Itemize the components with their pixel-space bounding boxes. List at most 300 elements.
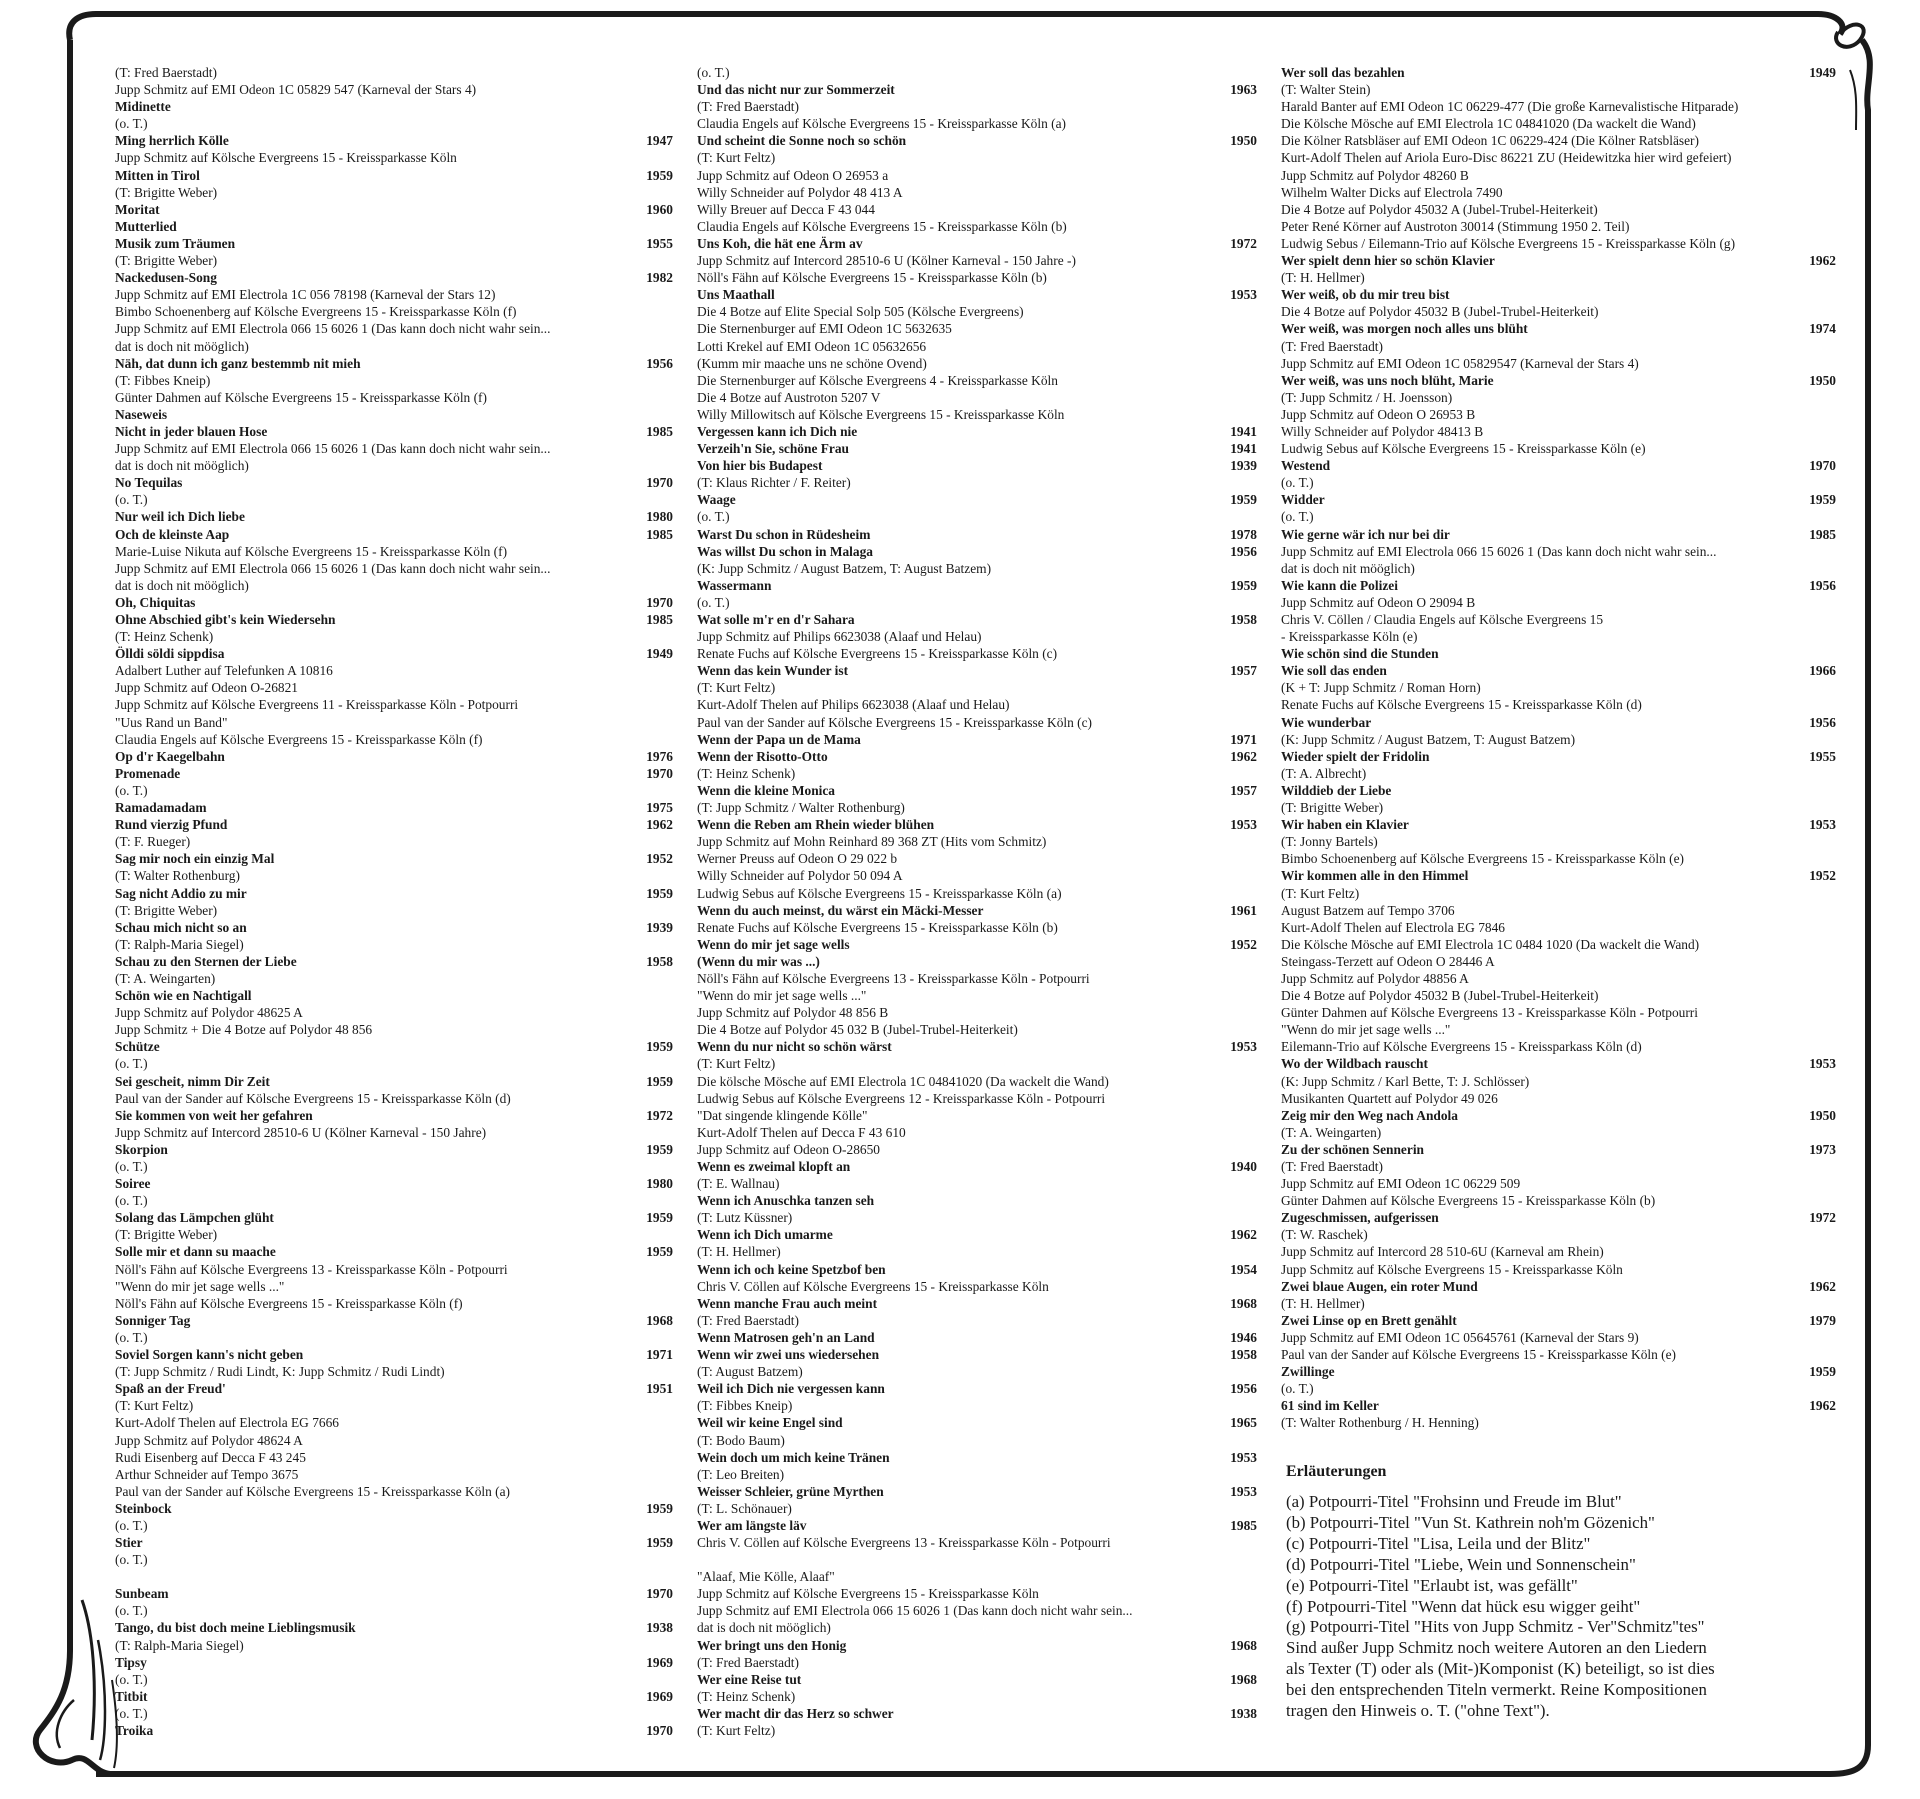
column-3 [1281, 64, 1836, 1432]
song-entry [1281, 64, 1836, 252]
song-entry [697, 1380, 1257, 1414]
song-entry [115, 953, 673, 987]
song-title: Wer weiß, ob du mir treu bist [1281, 287, 1450, 303]
song-title: Warst Du schon in Rüdesheim [697, 526, 871, 542]
song-title: Schau mich nicht so an [115, 919, 247, 935]
song-detail: Kurt-Adolf Thelen auf Electrola EG 7666 [115, 1415, 339, 1431]
song-detail: Jupp Schmitz auf Polydor 48856 A [1281, 970, 1469, 986]
song-detail: Chris V. Cöllen auf Kölsche Evergreens 13 - Kreissparkasse Köln - Potpourri [697, 1535, 1111, 1551]
song-detail: (T: Kurt Feltz) [697, 680, 776, 696]
song-year: 1974 [1809, 321, 1836, 337]
song-entry [697, 1671, 1257, 1705]
song-detail: Adalbert Luther auf Telefunken A 10816 [115, 663, 333, 679]
song-detail: "Alaaf, Mie Kölle, Alaaf" [697, 1569, 835, 1585]
song-year: 1968 [646, 1312, 673, 1328]
song-entry [697, 782, 1257, 816]
song-title: Wenn Matrosen geh'n an Land [697, 1329, 875, 1345]
song-entry [1281, 645, 1836, 662]
song-detail: Nöll's Fähn auf Kölsche Evergreens 13 - Kreissparkasse Köln - Potpourri [115, 1261, 508, 1277]
song-detail: (o. T.) [697, 65, 730, 80]
song-detail: Ludwig Sebus auf Kölsche Evergreens 15 - Kreissparkasse Köln (a) [697, 885, 1062, 901]
song-year: 1959 [646, 885, 673, 901]
song-detail: dat is doch nit mööglich) [115, 577, 249, 593]
song-detail: Paul van der Sander auf Kölsche Evergreens 15 - Kreissparkasse Köln (e) [1281, 1347, 1677, 1363]
song-year: 1959 [646, 1039, 673, 1055]
song-detail: (T: Fred Baerstadt) [697, 1654, 799, 1670]
song-entry [697, 423, 1257, 440]
song-title: Und das nicht nur zur Sommerzeit [697, 82, 895, 98]
song-entry [697, 440, 1257, 457]
song-title: Von hier bis Budapest [697, 458, 823, 474]
song-entry [115, 167, 673, 201]
song-detail: Die Sternenburger auf Kölsche Evergreens 4 - Kreissparkasse Köln [697, 372, 1058, 388]
song-detail: Peter René Körner auf Austroton 30014 (Stimmung 1950 2. Teil) [1281, 218, 1630, 234]
song-detail: (o. T.) [115, 1705, 148, 1721]
song-detail: Jupp Schmitz auf EMI Odeon 1C 05645761 (Karneval der Stars 9) [1281, 1329, 1639, 1345]
song-detail: Jupp Schmitz auf Intercord 28510-6 U (Kölner Karneval - 150 Jahre) [115, 1124, 487, 1140]
song-title: Stier [115, 1535, 143, 1551]
song-detail: Jupp Schmitz auf EMI Odeon 1C 05829 547 (Karneval der Stars 4) [115, 82, 477, 98]
song-detail: Die Kölner Ratsbläser auf EMI Odeon 1C 06229-424 (Die Kölner Ratsbläser) [1281, 133, 1699, 149]
song-entry [115, 1209, 673, 1243]
song-title: Sag mir noch ein einzig Mal [115, 851, 275, 867]
song-detail: (T: Bodo Baum) [697, 1432, 785, 1448]
song-year: 1958 [1230, 612, 1257, 627]
song-title: Zwillinge [1281, 1364, 1335, 1380]
song-entry [697, 81, 1257, 132]
song-entry [115, 885, 673, 919]
song-entry [115, 611, 673, 645]
song-entry [1281, 372, 1836, 457]
song-entry [115, 98, 673, 132]
song-detail: Jupp Schmitz auf Mohn Reinhard 89 368 ZT (Hits vom Schmitz) [697, 834, 1047, 850]
song-year: 1985 [1809, 526, 1836, 542]
song-detail: Steingass-Terzett auf Odeon O 28446 A [1281, 953, 1495, 969]
song-title: Wenn die Reben am Rhein wieder blühen [697, 817, 935, 833]
song-entry [1281, 252, 1836, 286]
song-detail: (o. T.) [115, 492, 148, 508]
song-entry [1281, 1141, 1836, 1209]
song-detail: (T: Walter Stein) [1281, 82, 1371, 98]
song-year: 1966 [1809, 663, 1836, 679]
song-year: 1959 [646, 1141, 673, 1157]
song-year: 1939 [1230, 458, 1257, 474]
song-detail: Die Kölsche Mösche auf EMI Electrola 1C 04841020 (Da wackelt die Wand) [1281, 116, 1696, 132]
song-detail: Jupp Schmitz auf Odeon O 26953 B [1281, 406, 1476, 422]
song-entry [115, 816, 673, 850]
song-year: 1972 [1230, 235, 1257, 251]
song-year: 1982 [646, 270, 673, 286]
song-detail: "Wenn do mir jet sage wells ..." [697, 988, 867, 1004]
song-title: Soviel Sorgen kann's nicht geben [115, 1347, 304, 1363]
song-entry [1281, 782, 1836, 816]
song-detail: Claudia Engels auf Kölsche Evergreens 15 - Kreissparkasse Köln (b) [697, 218, 1067, 234]
song-title: Mitten in Tirol [115, 167, 200, 183]
song-year: 1985 [1230, 1517, 1257, 1533]
song-detail: (o. T.) [1281, 509, 1314, 525]
song-detail: Wilhelm Walter Dicks auf Electrola 7490 [1281, 184, 1503, 200]
song-detail: Bimbo Schoenenberg auf Kölsche Evergreens 15 - Kreissparkasse Köln (f) [115, 304, 517, 320]
song-entry [1281, 286, 1836, 320]
song-year: 1956 [646, 355, 673, 371]
song-title: Steinbock [115, 1500, 172, 1516]
song-title: Wenn manche Frau auch meint [697, 1295, 878, 1311]
note-line: (e) Potpourri-Titel "Erlaubt ist, was gefällt" [1286, 1575, 1578, 1595]
song-title: Ohne Abschied gibt's kein Wiedersehn [115, 612, 336, 627]
song-title: Soiree [115, 1176, 151, 1192]
song-entry [1281, 816, 1836, 867]
song-entry [115, 1688, 673, 1722]
song-year: 1970 [1809, 458, 1836, 474]
song-detail: (Wenn du mir was ...) [697, 953, 820, 969]
song-entry [115, 748, 673, 765]
note-line: (b) Potpourri-Titel "Vun St. Kathrein noh'm Gözenich" [1286, 1512, 1655, 1532]
song-year: 1952 [1230, 936, 1257, 952]
song-year: 1957 [1230, 663, 1257, 679]
song-detail: Jupp Schmitz auf EMI Electrola 066 15 6026 1 (Das kann doch nicht wahr sein... [1281, 543, 1717, 559]
song-year: 1951 [646, 1381, 673, 1397]
song-entry [1281, 491, 1836, 525]
song-year: 1952 [646, 851, 673, 867]
song-detail: Jupp Schmitz auf EMI Electrola 066 15 6026 1 (Das kann doch nicht wahr sein... [697, 1603, 1133, 1619]
song-entry [1281, 526, 1836, 577]
song-entry [697, 491, 1257, 525]
song-detail: (T: L. Schönauer) [697, 1500, 792, 1516]
song-year: 1947 [646, 133, 673, 149]
song-title: Sag nicht Addio zu mir [115, 885, 247, 901]
song-detail: (T: Brigitte Weber) [115, 253, 218, 269]
song-year: 1950 [1809, 1107, 1836, 1123]
song-title: Wenn ich Anuschka tanzen seh [697, 1193, 875, 1209]
song-entry [697, 543, 1257, 577]
song-detail: Jupp Schmitz auf Odeon O-28650 [697, 1141, 880, 1157]
song-detail: Willy Schneider auf Polydor 48413 B [1281, 423, 1484, 439]
song-title: Wer bringt uns den Honig [697, 1637, 847, 1653]
song-detail: (T: Walter Rothenburg) [115, 868, 240, 884]
song-entry [115, 235, 673, 269]
song-title: Wenn die kleine Monica [697, 782, 836, 798]
song-detail: (T: Kurt Feltz) [697, 1056, 776, 1072]
song-year: 1939 [646, 919, 673, 935]
song-title: Titbit [115, 1688, 148, 1704]
song-detail: Die kölsche Mösche auf EMI Electrola 1C 04841020 (Da wackelt die Wand) [697, 1073, 1109, 1089]
song-detail: Werner Preuss auf Odeon O 29 022 b [697, 851, 898, 867]
song-entry [1281, 714, 1836, 748]
song-year: 1980 [646, 509, 673, 525]
song-title: Och de kleinste Aap [115, 526, 230, 542]
song-year: 1959 [1230, 577, 1257, 593]
song-detail: (o. T.) [115, 1193, 148, 1209]
song-entry [697, 611, 1257, 662]
song-detail: Jupp Schmitz auf Odeon O-26821 [115, 680, 298, 696]
song-detail: (T: Heinz Schenk) [115, 629, 214, 645]
column-1 [115, 64, 673, 1739]
song-title: Spaß an der Freud' [115, 1381, 226, 1397]
song-title: Sei gescheit, nimm Dir Zeit [115, 1073, 270, 1089]
song-detail: Jupp Schmitz auf Intercord 28510-6 U (Kölner Karneval - 150 Jahre -) [697, 253, 1076, 269]
song-detail: Jupp Schmitz auf Kölsche Evergreens 15 - Kreissparkasse Köln [1281, 1261, 1623, 1277]
song-detail: Jupp Schmitz auf Intercord 28 510-6U (Karneval am Rhein) [1281, 1244, 1604, 1260]
song-detail: (Kumm mir maache uns ne schöne Ovend) [697, 355, 927, 371]
song-detail: Kurt-Adolf Thelen auf Ariola Euro-Disc 86221 ZU (Heidewitzka hier wird gefeiert) [1281, 150, 1732, 166]
song-detail: (K: Jupp Schmitz / August Batzem, T: August Batzem) [697, 560, 992, 576]
song-detail: "Wenn do mir jet sage wells ..." [115, 1278, 285, 1294]
song-detail: Rudi Eisenberg auf Decca F 43 245 [115, 1449, 306, 1465]
song-detail: (T: Ralph-Maria Siegel) [115, 936, 244, 952]
song-entry [697, 731, 1257, 748]
song-title: Naseweis [115, 406, 168, 422]
song-entry [115, 645, 673, 748]
song-detail: Die 4 Botze auf Polydor 45032 B (Jubel-Trubel-Heiterkeit) [1281, 304, 1599, 320]
song-detail: Die 4 Botze auf Polydor 45032 B (Jubel-Trubel-Heiterkeit) [1281, 988, 1599, 1004]
song-detail: Die Kölsche Mösche auf EMI Electrola 1C 0484 1020 (Da wackelt die Wand) [1281, 936, 1700, 952]
song-entry [697, 577, 1257, 611]
song-year: 1955 [646, 235, 673, 251]
song-detail: (o. T.) [1281, 1381, 1314, 1397]
song-detail: Nöll's Fähn auf Kölsche Evergreens 13 - Kreissparkasse Köln - Potpourri [697, 970, 1090, 986]
song-entry [115, 474, 673, 508]
song-entry [1281, 320, 1836, 371]
song-title: Promenade [115, 765, 181, 781]
song-entry [697, 1295, 1257, 1329]
song-detail: "Dat singende klingende Kölle" [697, 1107, 868, 1123]
song-detail: Chris V. Cöllen auf Kölsche Evergreens 15 - Kreissparkasse Köln [697, 1278, 1049, 1294]
song-title: Uns Maathall [697, 287, 775, 303]
song-entry [697, 1637, 1257, 1671]
song-year: 1956 [1230, 543, 1257, 559]
song-detail: (T: Fred Baerstadt) [1281, 1159, 1383, 1174]
song-detail: August Batzem auf Tempo 3706 [1281, 902, 1455, 918]
song-detail: Die 4 Botze auf Polydor 45 032 B (Jubel-Trubel-Heiterkeit) [697, 1022, 1018, 1038]
song-year: 1953 [1230, 1039, 1257, 1055]
song-title: Wir kommen alle in den Himmel [1281, 868, 1469, 884]
song-detail: (o. T.) [115, 1671, 148, 1687]
song-detail: Jupp Schmitz auf Polydor 48625 A [115, 1005, 303, 1021]
song-entry [1281, 748, 1836, 782]
song-entry [697, 457, 1257, 491]
song-detail: (K: Jupp Schmitz / August Batzem, T: August Batzem) [1281, 731, 1576, 747]
song-year: 1969 [646, 1688, 673, 1704]
song-detail: Willy Schneider auf Polydor 50 094 A [697, 868, 903, 884]
song-year: 1949 [1809, 65, 1836, 80]
song-year: 1968 [1230, 1637, 1257, 1653]
song-year: 1985 [646, 612, 673, 627]
song-entry [115, 765, 673, 799]
song-title: Ölldi söldi sippdisa [115, 646, 225, 662]
song-detail: (o. T.) [115, 1603, 148, 1619]
song-detail: "Uus Rand un Band" [115, 714, 228, 730]
song-detail: (o. T.) [697, 594, 730, 610]
song-title: Rund vierzig Pfund [115, 817, 228, 833]
song-title: Westend [1281, 458, 1331, 474]
song-detail: Harald Banter auf EMI Odeon 1C 06229-477 (Die große Karnevalistische Hitparade) [1281, 99, 1739, 115]
song-year: 1978 [1230, 526, 1257, 542]
song-year: 1938 [1230, 1705, 1257, 1721]
song-detail: Die 4 Botze auf Austroton 5207 V [697, 389, 881, 405]
song-entry [697, 1038, 1257, 1158]
song-detail: Renate Fuchs auf Kölsche Evergreens 15 - Kreissparkasse Köln (c) [697, 646, 1058, 662]
song-year: 1953 [1230, 1483, 1257, 1499]
song-entry [115, 201, 673, 218]
song-year: 1959 [646, 1210, 673, 1226]
song-entry [697, 936, 1257, 970]
song-detail: Renate Fuchs auf Kölsche Evergreens 15 - Kreissparkasse Köln (b) [697, 919, 1058, 935]
song-detail: (K: Jupp Schmitz / Karl Bette, T: J. Schlösser) [1281, 1073, 1530, 1089]
song-entry [115, 1038, 673, 1072]
song-entry [115, 269, 673, 354]
song-title: Wenn der Risotto-Otto [697, 748, 828, 764]
song-detail: Ludwig Sebus / Eilemann-Trio auf Kölsche Evergreens 15 - Kreissparkasse Köln (g) [1281, 235, 1736, 251]
song-year: 1961 [1230, 902, 1257, 918]
song-entry [697, 970, 1257, 1038]
song-detail: Claudia Engels auf Kölsche Evergreens 15 - Kreissparkasse Köln (f) [115, 731, 483, 747]
song-entry [697, 748, 1257, 782]
song-entry [697, 1483, 1257, 1517]
song-entry [115, 850, 673, 884]
note-line: (g) Potpourri-Titel "Hits von Jupp Schmitz - Ver"Schmitz"tes" [1286, 1617, 1705, 1637]
song-entry [115, 1500, 673, 1534]
song-year: 1950 [1230, 133, 1257, 149]
note-line: als Texter (T) oder als (Mit-)Komponist (K) beteiligt, so ist dies [1286, 1659, 1715, 1679]
song-detail: Jupp Schmitz auf Polydor 48624 A [115, 1432, 303, 1448]
song-year: 1956 [1809, 577, 1836, 593]
song-detail: (T: H. Hellmer) [697, 1244, 781, 1260]
song-entry [697, 1226, 1257, 1260]
song-entry [1281, 1055, 1836, 1106]
note-line: Sind außer Jupp Schmitz noch weitere Autoren an den Liedern [1286, 1638, 1707, 1658]
song-year: 1950 [1809, 372, 1836, 388]
song-year: 1970 [646, 475, 673, 491]
song-detail: Paul van der Sander auf Kölsche Evergreens 15 - Kreissparkasse Köln (c) [697, 714, 1093, 730]
song-detail: Paul van der Sander auf Kölsche Evergreens 15 - Kreissparkasse Köln (d) [115, 1090, 511, 1106]
song-title: Wie kann die Polizei [1281, 577, 1398, 593]
song-year: 1956 [1809, 714, 1836, 730]
song-year: 1958 [646, 953, 673, 969]
song-year: 1970 [646, 1723, 673, 1738]
song-year: 1962 [646, 817, 673, 833]
song-detail: Arthur Schneider auf Tempo 3675 [115, 1466, 299, 1482]
song-title: Wer spielt denn hier so schön Klavier [1281, 253, 1495, 269]
song-year: 1938 [646, 1620, 673, 1636]
song-title: Wenn ich och keine Spetzbof ben [697, 1261, 886, 1277]
song-title: Tango, du bist doch meine Lieblingsmusik [115, 1620, 356, 1636]
song-entry [115, 132, 673, 166]
song-title: Weisser Schleier, grüne Myrthen [697, 1483, 884, 1499]
song-year: 1965 [1230, 1415, 1257, 1431]
notes-lines [1286, 1492, 1831, 1722]
song-year: 1957 [1230, 782, 1257, 798]
song-title: Wat solle m'r en d'r Sahara [697, 612, 855, 627]
song-entry [115, 594, 673, 611]
song-entry [697, 1414, 1257, 1448]
song-year: 1969 [646, 1654, 673, 1670]
song-detail: (o. T.) [115, 1056, 148, 1072]
song-entry [115, 1243, 673, 1311]
song-year: 1962 [1809, 1278, 1836, 1294]
song-title: Wer macht dir das Herz so schwer [697, 1705, 894, 1721]
song-detail: (T: August Batzem) [697, 1364, 803, 1380]
song-detail: Chris V. Cöllen / Claudia Engels auf Kölsche Evergreens 15 [1281, 612, 1604, 627]
song-detail: Ludwig Sebus auf Kölsche Evergreens 15 - Kreissparkasse Köln (e) [1281, 441, 1646, 457]
song-title: Wer weiß, was uns noch blüht, Marie [1281, 372, 1494, 388]
song-detail: Nöll's Fähn auf Kölsche Evergreens 15 - Kreissparkasse Köln (b) [697, 270, 1047, 286]
song-title: Wenn das kein Wunder ist [697, 663, 849, 679]
song-detail: (T: Jupp Schmitz / H. Joensson) [1281, 389, 1453, 405]
song-year: 1940 [1230, 1159, 1257, 1174]
notes-heading: Erläuterungen [1286, 1463, 1387, 1480]
song-title: Solang das Lämpchen glüht [115, 1210, 274, 1226]
song-title: Weil wir keine Engel sind [697, 1415, 843, 1431]
song-detail: (K + T: Jupp Schmitz / Roman Horn) [1281, 680, 1481, 696]
song-detail: (T: W. Raschek) [1281, 1227, 1368, 1243]
song-entry [115, 1141, 673, 1175]
song-entry [697, 1329, 1257, 1346]
song-title: Skorpion [115, 1141, 168, 1157]
song-year: 1959 [1809, 492, 1836, 508]
song-entry [697, 1158, 1257, 1192]
song-detail: (T: Fred Baerstadt) [697, 99, 799, 115]
song-year: 1962 [1230, 1227, 1257, 1243]
song-detail: Paul van der Sander auf Kölsche Evergreens 15 - Kreissparkasse Köln (a) [115, 1483, 511, 1499]
note-line: (d) Potpourri-Titel "Liebe, Wein und Sonnenschein" [1286, 1554, 1636, 1574]
song-title: Tipsy [115, 1654, 147, 1670]
song-detail: (T: E. Wallnau) [697, 1176, 780, 1192]
song-year: 1970 [646, 594, 673, 610]
song-detail: - Kreissparkasse Köln (e) [1281, 629, 1418, 645]
song-detail: Renate Fuchs auf Kölsche Evergreens 15 - Kreissparkasse Köln (d) [1281, 697, 1642, 713]
song-detail: (T: Brigitte Weber) [115, 1227, 218, 1243]
song-detail: (T: Kurt Feltz) [1281, 885, 1360, 901]
song-year: 1979 [1809, 1312, 1836, 1328]
song-entry [697, 1705, 1257, 1739]
song-title: Wie schön sind die Stunden [1281, 646, 1439, 662]
song-entry [115, 355, 673, 406]
song-year: 1970 [646, 1586, 673, 1602]
note-line: bei den entsprechenden Titeln vermerkt. Reine Kompositionen [1286, 1680, 1707, 1700]
song-title: Vergessen kann ich Dich nie [697, 423, 858, 439]
song-detail: (T: Heinz Schenk) [697, 765, 796, 781]
song-entry [115, 1534, 673, 1568]
song-title: Zwei Linse op en Brett genählt [1281, 1312, 1457, 1328]
song-title: Wie soll das enden [1281, 663, 1387, 679]
song-entry [1281, 1209, 1836, 1277]
song-title: Op d'r Kaegelbahn [115, 748, 225, 764]
song-detail: (T: Fred Baerstadt) [697, 1312, 799, 1328]
song-title: Solle mir et dann su maache [115, 1244, 276, 1260]
song-entry [697, 64, 1257, 81]
song-year: 1955 [1809, 748, 1836, 764]
song-detail: (o. T.) [115, 1517, 148, 1533]
song-entry [115, 1107, 673, 1141]
spacer [697, 1551, 1257, 1568]
song-title: Wo der Wildbach rauscht [1281, 1056, 1428, 1072]
song-title: Ramadamadam [115, 800, 207, 816]
song-year: 1960 [646, 201, 673, 217]
song-detail: (T: A. Albrecht) [1281, 765, 1367, 781]
song-detail: Günter Dahmen auf Kölsche Evergreens 13 - Kreissparkasse Köln - Potpourri [1281, 1005, 1698, 1021]
song-entry [697, 286, 1257, 423]
song-detail: Willy Millowitsch auf Kölsche Evergreens 15 - Kreissparkasse Köln [697, 406, 1065, 422]
song-title: Nicht in jeder blauen Hose [115, 423, 268, 439]
song-year: 1952 [1809, 868, 1836, 884]
song-title: Wassermann [697, 577, 772, 593]
song-title: Nackedusen-Song [115, 270, 217, 286]
song-entry [1281, 1107, 1836, 1141]
song-title: Zwei blaue Augen, ein roter Mund [1281, 1278, 1478, 1294]
song-detail: Jupp Schmitz auf Kölsche Evergreens 15 - Kreissparkasse Köln [115, 150, 457, 166]
song-detail: Willy Schneider auf Polydor 48 413 A [697, 184, 903, 200]
song-detail: (T: Kurt Feltz) [697, 150, 776, 166]
